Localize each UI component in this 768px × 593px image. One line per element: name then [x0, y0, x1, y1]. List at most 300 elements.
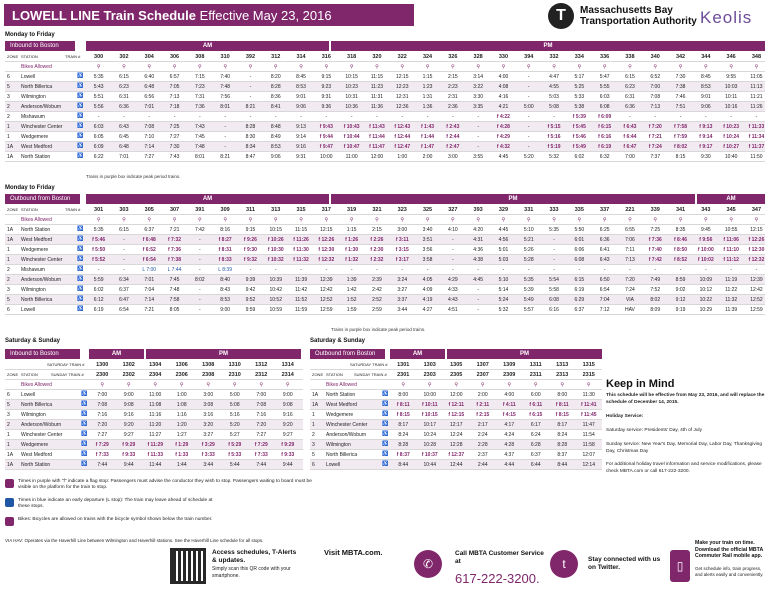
time-cell: 9:59	[245, 307, 256, 313]
agency-line-1: Massachusetts Bay	[580, 5, 673, 16]
time-cell: 10:44	[423, 462, 436, 468]
time-cell: 7:45	[194, 134, 205, 140]
time-cell: f 7:32	[168, 237, 182, 243]
accessible-icon: ♿	[382, 431, 389, 437]
weekend-outbound-pm-band: PM	[447, 349, 602, 359]
time-cell: f 7:20	[648, 124, 662, 130]
time-cell: f 2:26	[370, 237, 384, 243]
time-cell: 5:00	[523, 104, 534, 110]
time-cell: 8:44	[557, 462, 568, 468]
zone-cell: 6	[7, 392, 10, 398]
time-cell: 7:08	[144, 124, 155, 130]
station-header: STATION	[326, 372, 343, 377]
time-cell: 7:10	[144, 134, 155, 140]
time-cell: 9:13	[296, 124, 306, 130]
time-cell: -	[477, 267, 479, 273]
table-row	[5, 420, 303, 430]
mbta-logo-icon: T	[548, 3, 574, 29]
accessible-icon: ♿	[77, 276, 84, 282]
time-cell: 5:25	[574, 84, 585, 90]
time-cell: 12:52	[320, 297, 333, 303]
time-cell: 8:44	[398, 462, 409, 468]
train-number: 315	[296, 207, 306, 213]
time-cell: 4:36	[473, 247, 484, 253]
time-cell: 8:28	[245, 124, 256, 130]
time-cell: 2:59	[372, 307, 382, 313]
time-cell: 5:50	[574, 227, 585, 233]
station-name: Lowell	[21, 74, 36, 80]
time-cell: 4:08	[498, 84, 509, 90]
time-cell: f 4:22	[496, 114, 510, 120]
time-cell: f 10:43	[343, 124, 360, 130]
time-cell: 9:30	[700, 154, 711, 160]
train-number: 339	[650, 207, 660, 213]
table-row	[5, 255, 765, 265]
train-number: 300	[94, 54, 104, 60]
bike-icon: ⚲	[552, 217, 556, 223]
train-number: 346	[726, 54, 736, 60]
time-cell: f 8:31	[218, 247, 232, 253]
time-cell: -	[477, 297, 479, 303]
time-cell: f 8:15	[555, 412, 569, 418]
train-number: 311	[246, 207, 255, 213]
time-cell: 7:27	[256, 432, 267, 438]
table-row	[5, 430, 303, 440]
train-number: 326	[448, 54, 458, 60]
time-cell: 3:58	[422, 257, 433, 263]
time-cell: 7:16	[97, 412, 108, 418]
time-cell: 11:27	[149, 432, 162, 438]
saturday-train-number: 1308	[202, 362, 215, 368]
time-cell: 5:35	[523, 277, 534, 283]
accessible-icon: ♿	[382, 421, 389, 427]
time-cell: 12:14	[582, 462, 595, 468]
bikes-allowed-label: Bikes Allowed	[21, 64, 52, 70]
station-name: Anderson/Woburn	[21, 104, 62, 110]
time-cell: f 6:19	[598, 144, 612, 150]
station-name: Winchester Center	[21, 432, 63, 438]
table-row	[5, 400, 303, 410]
time-cell: f 7:58	[674, 124, 688, 130]
time-cell: -	[477, 307, 479, 313]
time-cell: 4:45	[498, 154, 509, 160]
time-cell: 11:00	[149, 392, 162, 398]
station-name: North Billerica	[21, 84, 53, 90]
time-cell: L 8:39	[218, 267, 232, 273]
zone-cell: 3	[7, 287, 10, 293]
time-cell: 8:59	[675, 277, 686, 283]
access-schedules-sub: Simply scan this QR code with your smartphone.	[212, 566, 291, 579]
time-cell: f 9:30	[243, 247, 257, 253]
time-cell: 6:36	[599, 237, 610, 243]
bike-icon: ⚲	[704, 64, 708, 70]
time-cell: f 5:19	[547, 144, 561, 150]
weekend-outbound-table	[310, 360, 602, 475]
sunday-train-number: 2307	[476, 372, 489, 378]
time-cell: f 10:26	[267, 237, 284, 243]
time-cell: f 6:15	[529, 412, 543, 418]
table-row	[310, 420, 602, 430]
time-cell: -	[452, 267, 454, 273]
bikes-row	[5, 215, 765, 225]
time-cell: 5:24	[498, 297, 509, 303]
time-cell: f 12:44	[394, 134, 411, 140]
time-cell: 6:34	[119, 277, 129, 283]
time-cell: 7:12	[599, 307, 610, 313]
bike-icon: ⚲	[401, 382, 406, 388]
time-cell: 7:01	[144, 104, 155, 110]
time-cell: 2:00	[422, 154, 433, 160]
time-cell: 7:06	[625, 237, 635, 243]
time-cell: 8:53	[270, 144, 281, 150]
time-cell: f 5:39	[572, 114, 586, 120]
accessible-icon: ♿	[77, 256, 84, 262]
bike-icon: ⚲	[425, 217, 430, 223]
time-cell: 8:00	[398, 392, 409, 398]
header	[0, 0, 768, 28]
visit-mbta-link[interactable]: Visit MBTA.com.	[324, 548, 383, 557]
time-cell: f 3:17	[395, 257, 409, 263]
qr-code-icon[interactable]	[170, 548, 206, 584]
time-cell: f 11:47	[369, 144, 385, 150]
outbound-peak-note: Trains in purple box indicate peak period trains.	[331, 327, 426, 332]
time-cell: -	[274, 114, 277, 120]
time-cell: f 3:15	[395, 247, 409, 253]
time-cell: 5:27	[229, 432, 240, 438]
time-cell: 3:22	[473, 84, 484, 90]
time-cell: 7:04	[599, 297, 610, 303]
zone-header: ZONE	[7, 54, 19, 59]
station-name: Wedgemere	[21, 247, 49, 253]
bikes-legend: Bikes: Bicycles are allowed on trains with the bicycle symbol shown below the train number.	[18, 517, 213, 522]
time-cell: 7:45	[169, 277, 180, 283]
time-cell: 7:49	[650, 277, 661, 283]
time-cell: 9:16	[282, 412, 293, 418]
train-number: 328	[473, 54, 483, 60]
time-cell: 8:20	[270, 74, 281, 80]
bike-icon: ⚲	[96, 217, 101, 223]
time-cell: f 9:47	[319, 144, 333, 150]
table-row	[5, 450, 303, 460]
train-number: 302	[119, 54, 129, 60]
time-cell: 2:37	[477, 452, 488, 458]
phone-number-link[interactable]: 617-222-3200.	[455, 571, 540, 586]
time-cell: 1:27	[176, 432, 187, 438]
twitter-text: Stay connected with us on Twitter.	[588, 556, 661, 571]
time-cell: 12:15	[750, 227, 763, 233]
time-cell: 5:35	[549, 227, 559, 233]
time-cell: 9:01	[700, 94, 711, 100]
weekend-outbound-am-band: AM	[390, 349, 445, 359]
time-cell: 10:23	[345, 84, 358, 90]
station-name: Lowell	[326, 462, 341, 468]
time-cell: 7:31	[194, 94, 205, 100]
time-cell: 7:24	[625, 287, 635, 293]
zone-header: ZONE	[7, 372, 19, 377]
time-cell: -	[123, 114, 125, 120]
zone-cell: 2	[7, 422, 10, 428]
time-cell: 7:42	[194, 227, 205, 233]
outbound-am-band: AM	[86, 194, 329, 204]
time-cell: 1:16	[176, 412, 187, 418]
zone-cell: 6	[7, 307, 10, 313]
table-row	[5, 225, 765, 235]
time-cell: f 10:44	[343, 134, 360, 140]
time-cell: 9:00	[123, 392, 134, 398]
time-cell: 2:44	[477, 462, 488, 468]
time-cell: 6:52	[650, 74, 661, 80]
bike-icon: ⚲	[223, 64, 227, 70]
time-cell: 7:00	[97, 392, 108, 398]
time-cell: 7:21	[144, 307, 155, 313]
time-cell: f 8:37	[396, 452, 410, 458]
time-cell: 7:48	[169, 287, 180, 293]
train-number: 331	[524, 207, 534, 213]
bike-icon: ⚲	[349, 64, 354, 70]
time-cell: -	[553, 247, 555, 253]
time-cell: 5:20	[523, 154, 534, 160]
time-cell: f 9:43	[319, 124, 333, 130]
zone-cell: 2	[7, 114, 10, 120]
accessible-icon: ♿	[81, 391, 88, 397]
bike-icon: ⚲	[526, 217, 531, 223]
table-row	[5, 112, 765, 122]
time-cell: 2:15	[372, 227, 382, 233]
time-cell: f 9:33	[122, 452, 136, 458]
table-row	[310, 430, 602, 440]
time-cell: 6:44	[530, 462, 541, 468]
time-cell: 4:09	[422, 287, 433, 293]
zone-cell: 1A	[7, 237, 14, 243]
time-cell: 5:26	[523, 247, 534, 253]
time-cell: -	[452, 237, 454, 243]
time-cell: f 5:49	[572, 144, 586, 150]
time-cell: 1:42	[346, 287, 357, 293]
time-cell: 4:47	[549, 74, 559, 80]
train-number: 343	[701, 207, 711, 213]
table-row	[310, 410, 602, 420]
station-name: North Billerica	[21, 297, 53, 303]
time-cell: 8:45	[700, 74, 711, 80]
time-cell: 11:00	[345, 154, 358, 160]
weekend-outbound-tab: Outbound from Boston	[310, 349, 385, 359]
time-cell: 6:16	[549, 307, 559, 313]
bike-icon: ⚲	[400, 64, 405, 70]
time-cell: 9:08	[123, 402, 134, 408]
time-cell: 8:16	[220, 227, 231, 233]
table-row	[5, 390, 303, 400]
time-cell: 8:53	[220, 297, 231, 303]
time-cell: 7:56	[220, 94, 231, 100]
time-cell: f 5:15	[547, 124, 561, 130]
table-row	[310, 400, 602, 410]
time-cell: 5:08	[229, 402, 240, 408]
zone-cell: 1	[7, 442, 10, 448]
time-cell: f 6:54	[142, 257, 156, 263]
bike-icon: ⚲	[754, 217, 759, 223]
time-cell: 12:52	[750, 297, 763, 303]
time-cell: 9:23	[321, 84, 332, 90]
time-cell: f 8:11	[555, 402, 569, 408]
train-number: 323	[397, 207, 407, 213]
time-cell: f 6:47	[623, 144, 637, 150]
table-row	[310, 390, 602, 400]
table-row	[5, 295, 765, 305]
zone-cell: 3	[7, 412, 10, 418]
time-cell: 4:37	[504, 452, 515, 458]
twitter-icon[interactable]: t	[550, 550, 578, 578]
bike-icon: ⚲	[299, 64, 303, 70]
time-cell: f 4:29	[496, 134, 510, 140]
time-cell: 8:01	[194, 154, 205, 160]
train-number: 342	[675, 54, 686, 60]
sunday-train-number: 2300	[96, 372, 109, 378]
time-cell: 10:22	[699, 297, 713, 303]
time-cell: 8:34	[245, 144, 256, 150]
time-cell: f 8:33	[218, 257, 232, 263]
time-cell: 9:06	[700, 104, 711, 110]
accessible-icon: ♿	[81, 431, 88, 437]
time-cell: 7:14	[144, 297, 155, 303]
keep-in-mind-title: Keep in Mind	[606, 378, 675, 390]
outbound-pm-band: PM	[331, 194, 695, 204]
bikes-row	[5, 380, 303, 390]
time-cell: 2:28	[477, 442, 488, 448]
zone-cell: 5	[7, 84, 10, 90]
station-name: Wilmington	[326, 442, 351, 448]
time-cell: 6:12	[93, 297, 104, 303]
station-name: North Station	[21, 462, 51, 468]
time-cell: 4:00	[504, 392, 515, 398]
train-number: 344	[701, 54, 711, 60]
bike-icon: ⚲	[476, 64, 480, 70]
saturday-train-number: 1315	[582, 362, 595, 368]
time-cell: 6:15	[574, 277, 585, 283]
time-cell: 5:58	[549, 287, 559, 293]
effective-date: Effective May 23, 2016	[199, 8, 332, 23]
bike-icon: ⚲	[349, 217, 354, 223]
zone-cell: 6	[312, 462, 315, 468]
bike-icon: ⚲	[285, 382, 290, 388]
time-cell: 7:58	[169, 297, 180, 303]
time-cell: -	[123, 267, 125, 273]
time-cell: 4:51	[447, 307, 458, 313]
time-cell: 5:59	[93, 277, 104, 283]
time-cell: f 8:52	[674, 257, 688, 263]
time-cell: 7:00	[625, 154, 635, 160]
time-cell: f 9:44	[319, 134, 333, 140]
time-cell: 2:52	[372, 297, 382, 303]
accessible-icon: ♿	[77, 226, 84, 232]
bike-icon: ⚲	[560, 382, 565, 388]
time-cell: 9:42	[245, 287, 256, 293]
time-cell: 6:06	[574, 247, 585, 253]
time-cell: 6:09	[93, 144, 104, 150]
station-name: Anderson/Woburn	[326, 432, 367, 438]
time-cell: 6:37	[530, 452, 541, 458]
time-cell: 9:06	[296, 104, 306, 110]
time-cell: 5:49	[523, 297, 534, 303]
time-cell: f 5:45	[572, 124, 586, 130]
time-cell: 6:43	[599, 257, 610, 263]
time-cell: 10:15	[345, 74, 358, 80]
saturday-train-number: 1303	[423, 362, 436, 368]
time-cell: 9:01	[296, 94, 306, 100]
station-header: STATION	[21, 54, 38, 59]
time-cell: -	[477, 144, 479, 150]
time-cell: -	[97, 114, 100, 120]
time-cell: 7:13	[625, 257, 635, 263]
time-cell: -	[730, 114, 732, 120]
station-name: North Billerica	[326, 452, 358, 458]
time-cell: -	[249, 114, 252, 120]
time-cell: 2:24	[477, 432, 488, 438]
time-cell: f 11:33	[147, 452, 164, 458]
bike-icon: ⚲	[126, 382, 131, 388]
time-cell: 11:15	[370, 74, 384, 80]
time-cell: 1:23	[422, 84, 433, 90]
time-cell: 1:39	[346, 277, 357, 283]
table-row	[5, 102, 765, 112]
weekend-inbound-tab: Inbound to Boston	[5, 349, 80, 359]
time-cell: 3:40	[422, 227, 433, 233]
train-number: 312	[271, 54, 281, 60]
accessible-icon: ♿	[77, 123, 84, 129]
time-cell: f 12:43	[394, 124, 411, 130]
saturday-train-number: 1300	[96, 362, 109, 368]
time-cell: 8:28	[398, 442, 409, 448]
time-cell: -	[426, 267, 429, 273]
page-title	[4, 4, 414, 26]
time-cell: f 12:30	[748, 247, 765, 253]
time-cell: 4:20	[473, 227, 484, 233]
time-cell: 5:56	[93, 104, 104, 110]
time-cell: 6:19	[93, 307, 104, 313]
table-row	[5, 235, 765, 245]
time-cell: f 9:32	[243, 257, 257, 263]
time-cell: 1:00	[176, 392, 187, 398]
time-cell: 6:56	[144, 94, 155, 100]
time-cell: 12:28	[449, 442, 463, 448]
zone-cell: 1A	[7, 452, 14, 458]
time-cell: f 3:33	[201, 452, 215, 458]
time-cell: 11:44	[149, 462, 162, 468]
sunday-train-number: 2308	[202, 372, 215, 378]
bike-icon: ⚲	[628, 217, 632, 223]
time-cell: 6:43	[119, 124, 129, 130]
accessible-icon: ♿	[77, 153, 84, 159]
header-row	[5, 52, 765, 62]
time-cell: 11:15	[294, 227, 308, 233]
accessible-icon: ♿	[77, 133, 84, 139]
time-cell: 12:59	[750, 307, 763, 313]
sunday-train-number: 2306	[175, 372, 188, 378]
time-cell: 6:01	[574, 237, 585, 243]
time-cell: 12:39	[750, 277, 763, 283]
bike-icon: ⚲	[729, 217, 733, 223]
bikes-allowed-label: Bikes Allowed	[21, 382, 52, 388]
time-cell: 3:00	[397, 227, 408, 233]
time-cell: -	[553, 237, 555, 243]
time-cell: 5:44	[229, 462, 240, 468]
time-cell: f 5:16	[547, 134, 561, 140]
time-cell: f 6:48	[142, 237, 156, 243]
time-cell: f 12:15	[448, 412, 465, 418]
time-cell: 5:16	[229, 412, 240, 418]
time-cell: 10:09	[699, 277, 713, 283]
bike-icon: ⚲	[153, 382, 158, 388]
time-cell: 7:11	[625, 247, 635, 253]
